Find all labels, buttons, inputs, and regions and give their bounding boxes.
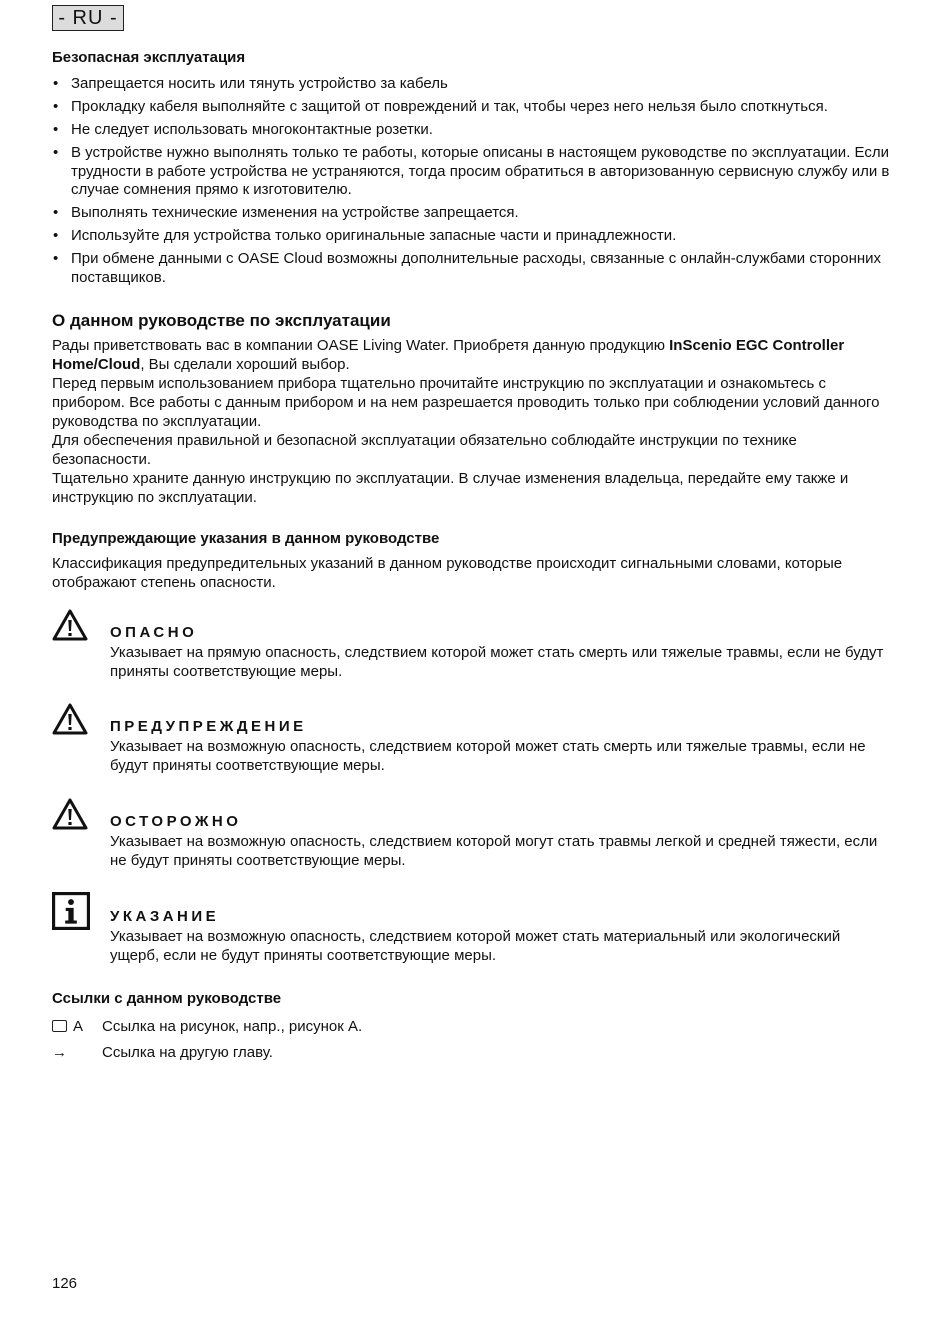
safety-list [52, 75, 892, 287]
signal-text: Указывает на прямую опасность, следствием которой может стать смерть или тяжелые травмы, если не будут приняты соответствующие меры. [110, 644, 884, 680]
section-heading: Предупреждающие указания в данном руководстве [52, 530, 440, 547]
signal-notice [52, 892, 892, 965]
product-name: InScenio EGC Controller Home/Cloud [52, 337, 845, 373]
language-tag: - RU - [52, 5, 124, 31]
warning-triangle-icon [52, 702, 88, 736]
warning-triangle-icon [52, 797, 88, 831]
page-content [52, 47, 892, 1062]
list-item: • Запрещается носить или тянуть устройство за кабель [52, 75, 892, 94]
list-item: • Используйте для устройства только оригинальные запасные части и принадлежности. [52, 227, 892, 246]
signal-title: ОСТОРОЖНО [110, 813, 242, 830]
figure-reference-text: Ссылка на рисунок, напр., рисунок A. [102, 1018, 363, 1035]
chapter-reference [52, 1043, 892, 1062]
list-item: • В устройстве нужно выполнять только те работы, которые описаны в настоящем руководстве по эксплуатации. Если трудности в работе устройства не устраняются, тогда просим обратиться в авторизованную сервисную службу или в случае сомнения прямо к изготовителю. [52, 144, 892, 200]
paragraph: Тщательно храните данную инструкцию по эксплуатации. В случае изменения владельца, передайте ему также и инструкцию по эксплуатации. [52, 470, 849, 506]
list-item: • Выполнять технические изменения на устройстве запрещается. [52, 204, 892, 223]
signal-text: Указывает на возможную опасность, следствием которой может стать материальный или экологический ущерб, если не будут приняты соответствующие меры. [110, 928, 841, 964]
signal-title: УКАЗАНИЕ [110, 908, 220, 925]
arrow-right-icon: → [52, 1044, 67, 1061]
safe-operation-section [52, 47, 892, 287]
paragraph: Перед первым использованием прибора тщательно прочитайте инструкцию по эксплуатации и ознакомьтесь с прибором. Все работы с данным прибором и на нем разрешается проводить только при соблюдении условий данного руководства по эксплуатации. [52, 375, 880, 430]
figure-reference-symbol [52, 1017, 102, 1036]
intro-text: Рады приветствовать вас в компании OASE Living Water. Приобретя данную продукцию [52, 337, 670, 354]
info-icon [52, 892, 90, 930]
signal-text: Указывает на возможную опасность, следствием которой могут стать травмы легкой и средней тяжести, если не будут приняты соответствующие меры. [110, 833, 878, 869]
about-manual-section [52, 309, 892, 507]
figure-reference [52, 1017, 892, 1036]
paragraph: Классификация предупредительных указаний в данном руководстве происходит сигнальными словами, которые отображают степень опасности. [52, 555, 843, 591]
paragraph: Для обеспечения правильной и безопасной эксплуатации обязательно соблюдайте инструкции по технике безопасности. [52, 432, 797, 468]
references-section [52, 988, 892, 1062]
signal-title: ОПАСНО [110, 624, 198, 641]
list-item: • Не следует использовать многоконтактные розетки. [52, 121, 892, 140]
intro-text-end: , Вы сделали хороший выбор. [140, 356, 350, 373]
signal-warning [52, 702, 892, 775]
figure-letter: A [73, 1018, 84, 1035]
list-item: • При обмене данными с OASE Cloud возможны дополнительные расходы, связанные с онлайн-службами сторонних поставщиков. [52, 250, 892, 287]
signal-caution [52, 797, 892, 870]
signal-title: ПРЕДУПРЕЖДЕНИЕ [110, 718, 307, 735]
page-number: 126 [52, 1275, 78, 1292]
signal-danger [52, 608, 892, 681]
chapter-reference-text: Ссылка на другую главу. [102, 1044, 273, 1061]
section-heading: Безопасная эксплуатация [52, 49, 246, 66]
intro-paragraph [52, 336, 892, 374]
section-heading: Ссылки с данном руководстве [52, 990, 282, 1007]
list-item: • Прокладку кабеля выполняйте с защитой от повреждений и так, чтобы через него нельзя было споткнуться. [52, 98, 892, 117]
signal-text: Указывает на возможную опасность, следствием которой может стать смерть или тяжелые травмы, если не будут приняты соответствующие меры. [110, 738, 866, 774]
section-heading: О данном руководстве по эксплуатации [52, 311, 391, 330]
warning-triangle-icon [52, 608, 88, 642]
warnings-section [52, 528, 892, 592]
figure-box-icon [52, 1020, 67, 1032]
